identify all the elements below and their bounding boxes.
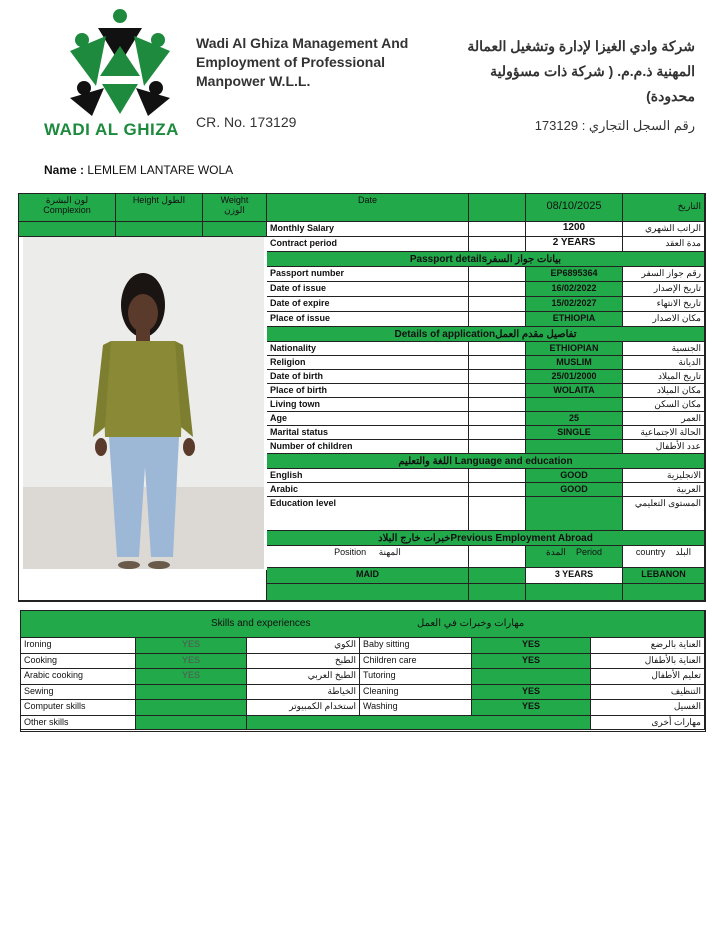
date-value: 08/10/2025	[526, 194, 623, 222]
skill-label: Sewing	[21, 685, 136, 701]
skills-title-row	[21, 611, 705, 638]
complexion-header	[19, 194, 116, 222]
arabic-value: GOOD	[526, 483, 623, 497]
company-name-ar-line: المهنية ذ.م.م. ( شركة ذات مسؤولية	[490, 63, 695, 79]
blank-cell	[469, 297, 526, 312]
contract-label-ar: مدة العقد	[623, 237, 705, 252]
age-label: Age	[267, 412, 469, 426]
skill-value: YES	[472, 654, 591, 670]
expire-label: Date of expire	[267, 297, 469, 312]
position-ar: المهنة	[378, 547, 401, 557]
pob-value: WOLAITA	[526, 384, 623, 398]
skill-value	[136, 700, 247, 716]
skill-label: Baby sitting	[360, 638, 472, 654]
contract-label: Contract period	[267, 237, 469, 252]
cr-number-ar: رقم السجل التجاري : 173129	[534, 118, 695, 133]
skills-title-en: Skills and experiences	[211, 618, 311, 629]
skill-label-ar: مهارات أخرى	[591, 716, 705, 730]
company-name-ar-line: شركة وادي الغيزا لإدارة وتشغيل العمالة	[467, 38, 695, 54]
dob-value: 25/01/2000	[526, 370, 623, 384]
blank-cell	[526, 584, 623, 601]
issue-value: 16/02/2022	[526, 282, 623, 297]
pob-label: Place of birth	[267, 384, 469, 398]
living-label: Living town	[267, 398, 469, 412]
skill-label: Arabic cooking	[21, 669, 136, 685]
logo-emblem-icon	[70, 9, 170, 116]
weight-ar: الوزن	[224, 205, 245, 215]
blank-cell	[469, 568, 526, 584]
position-en: Position	[334, 547, 367, 557]
company-name-ar-line: محدودة)	[646, 88, 695, 104]
date-ar: التاريخ	[623, 194, 705, 222]
skill-value: YES	[472, 700, 591, 716]
dob-label-ar: تاريخ الميلاد	[623, 370, 705, 384]
skill-label: Ironing	[21, 638, 136, 654]
education-value	[526, 497, 623, 531]
education-label: Education level	[267, 497, 469, 531]
skill-label-ar: الطبخ	[247, 654, 360, 670]
blank-cell	[469, 412, 526, 426]
pob-label-ar: مكان الميلاد	[623, 384, 705, 398]
period-header	[526, 546, 623, 568]
blank-cell	[469, 546, 526, 568]
skill-label-ar: العناية بالأطفال	[591, 654, 705, 670]
passport-section: Passport detailsبيانات جواز السفر	[267, 252, 705, 267]
country-ar: البلد	[675, 547, 692, 557]
language-section: اللغة والتعليم Language and education	[267, 454, 705, 469]
place-issue-label-ar: مكان الاصدار	[623, 312, 705, 327]
company-name-en-line: Employment of Professional	[196, 54, 386, 70]
blank-cell	[469, 222, 526, 237]
english-label-ar: الانجليزية	[623, 469, 705, 483]
skill-label: Cooking	[21, 654, 136, 670]
english-label: English	[267, 469, 469, 483]
candidate-photo	[23, 237, 264, 569]
skill-value: YES	[136, 654, 247, 670]
salary-value: 1200	[526, 222, 623, 237]
blank-cell	[469, 342, 526, 356]
passport-no-value: EP6895364	[526, 267, 623, 282]
weight-en: Weight	[220, 195, 249, 205]
application-form	[18, 193, 706, 602]
blank-cell	[469, 497, 526, 531]
company-name-en-line: Manpower W.L.L.	[196, 73, 311, 89]
prev-employment-section: خبرات خارج البلادPrevious Employment Abroad	[267, 531, 705, 546]
marital-value: SINGLE	[526, 426, 623, 440]
marital-label: Marital status	[267, 426, 469, 440]
company-name-ar	[435, 34, 695, 109]
skill-label: Children care	[360, 654, 472, 670]
blank-cell	[267, 584, 469, 601]
logo-wordmark: WADI AL GHIZA	[44, 120, 179, 139]
skill-value: YES	[472, 638, 591, 654]
marital-label-ar: الحالة الاجتماعية	[623, 426, 705, 440]
height-header: Height الطول	[116, 194, 203, 222]
religion-label-ar: الديانة	[623, 356, 705, 370]
religion-label: Religion	[267, 356, 469, 370]
date-header: Date	[267, 194, 469, 222]
skill-label-ar: الغسيل	[591, 700, 705, 716]
blank-cell	[469, 312, 526, 327]
skill-label-ar: الطبخ العربي	[247, 669, 360, 685]
arabic-label-ar: العربية	[623, 483, 705, 497]
blank-cell	[469, 584, 526, 601]
position-header	[267, 546, 469, 568]
issue-label-ar: تاريخ الإصدار	[623, 282, 705, 297]
skill-label-ar: استخدام الكمبيوتر	[247, 700, 360, 716]
application-section: Details of applicationتفاصيل مقدم العمل	[267, 327, 705, 342]
issue-label: Date of issue	[267, 282, 469, 297]
skills-title-ar: مهارات وخبرات في العمل	[417, 618, 525, 629]
religion-value: MUSLIM	[526, 356, 623, 370]
skill-label: Cleaning	[360, 685, 472, 701]
passport-no-label: Passport number	[267, 267, 469, 282]
living-value	[526, 398, 623, 412]
blank-cell	[19, 570, 267, 601]
candidate-name-row	[44, 163, 233, 177]
skill-value: YES	[472, 685, 591, 701]
skill-value: YES	[136, 638, 247, 654]
skill-value	[136, 685, 247, 701]
nationality-label: Nationality	[267, 342, 469, 356]
weight-value	[203, 222, 267, 237]
skill-label-ar: تعليم الأطفال	[591, 669, 705, 685]
blank-cell	[469, 469, 526, 483]
cr-number-en: CR. No. 173129	[196, 114, 297, 130]
blank-cell	[469, 398, 526, 412]
age-label-ar: العمر	[623, 412, 705, 426]
blank-cell	[469, 483, 526, 497]
complexion-ar: لون البشرة	[45, 195, 89, 205]
dob-label: Date of birth	[267, 370, 469, 384]
name-label: Name :	[44, 163, 85, 177]
arabic-label: Arabic	[267, 483, 469, 497]
passport-no-label-ar: رقم جواز السفر	[623, 267, 705, 282]
children-label: Number of children	[267, 440, 469, 454]
skill-label: Computer skills	[21, 700, 136, 716]
living-label-ar: مكان السكن	[623, 398, 705, 412]
skill-label-ar: الكوي	[247, 638, 360, 654]
blank-cell	[469, 282, 526, 297]
salary-label: Monthly Salary	[267, 222, 469, 237]
contract-value: 2 YEARS	[526, 237, 623, 252]
blank-cell	[469, 384, 526, 398]
complexion-value	[19, 222, 116, 237]
english-value: GOOD	[526, 469, 623, 483]
company-name-en	[196, 34, 408, 91]
nationality-value: ETHIOPIAN	[526, 342, 623, 356]
skill-value	[136, 716, 247, 730]
place-issue-value: ETHIOPIA	[526, 312, 623, 327]
blank-cell	[469, 370, 526, 384]
skill-label: Tutoring	[360, 669, 472, 685]
candidate-name: LEMLEM LANTARE WOLA	[87, 163, 234, 177]
expire-label-ar: تاريخ الانتهاء	[623, 297, 705, 312]
blank-cell	[623, 584, 705, 601]
blank-cell	[469, 440, 526, 454]
skill-value: YES	[136, 669, 247, 685]
company-name-en-line: Wadi Al Ghiza Management And	[196, 35, 409, 51]
period-ar: المدة	[546, 547, 566, 557]
blank-cell	[469, 426, 526, 440]
education-label-ar: المستوى التعليمي	[623, 497, 705, 531]
blank-cell	[247, 716, 591, 730]
period-en: Period	[575, 547, 602, 557]
prev-country: LEBANON	[623, 568, 705, 584]
complexion-en: Complexion	[43, 205, 91, 215]
skill-label-ar: العناية بالرضع	[591, 638, 705, 654]
skill-label-ar: التنظيف	[591, 685, 705, 701]
skill-label: Washing	[360, 700, 472, 716]
blank-cell	[469, 237, 526, 252]
skill-label: Other skills	[21, 716, 136, 730]
salary-label-ar: الراتب الشهري	[623, 222, 705, 237]
expire-value: 15/02/2027	[526, 297, 623, 312]
children-value	[526, 440, 623, 454]
blank-cell	[469, 356, 526, 370]
height-value	[116, 222, 203, 237]
blank-cell	[469, 267, 526, 282]
place-issue-label: Place of issue	[267, 312, 469, 327]
children-label-ar: عدد الأطفال	[623, 440, 705, 454]
country-header	[623, 546, 705, 568]
skill-label-ar: الخياطة	[247, 685, 360, 701]
skill-value	[472, 669, 591, 685]
prev-position: MAID	[267, 568, 469, 584]
nationality-label-ar: الجنسية	[623, 342, 705, 356]
prev-period: 3 YEARS	[526, 568, 623, 584]
skills-table	[20, 610, 706, 732]
weight-header	[203, 194, 267, 222]
age-value: 25	[526, 412, 623, 426]
blank-cell	[469, 194, 526, 222]
country-en: country	[635, 547, 666, 557]
